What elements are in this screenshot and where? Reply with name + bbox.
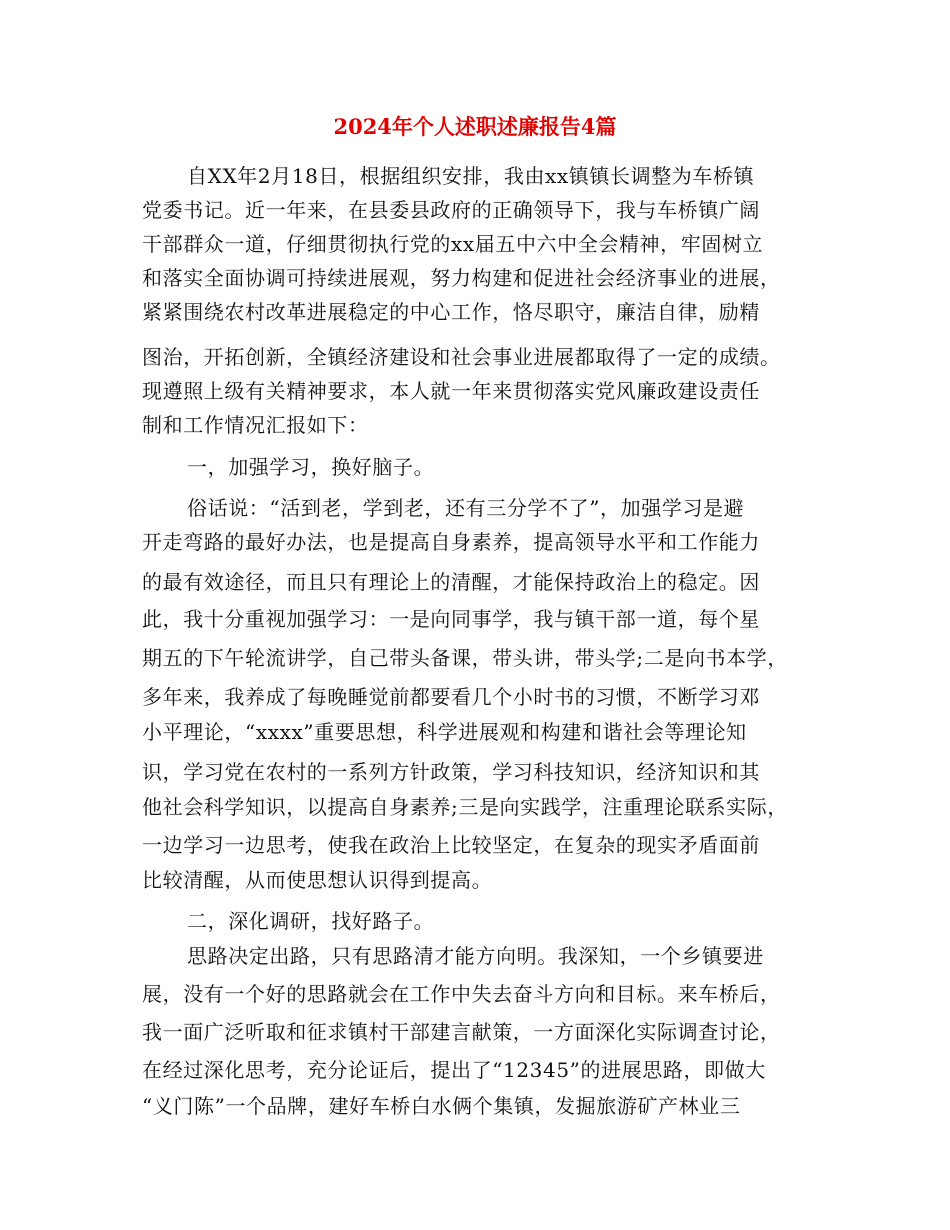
text-line: 多年来，我养成了每晚睡觉前都要看几个小时书的习惯，不断学习邓	[142, 685, 760, 709]
text-line: 一边学习一边思考，使我在政治上比较坚定，在复杂的现实矛盾面前	[142, 833, 760, 857]
text-line: “义门陈”一个品牌，建好车桥白水俩个集镇，发掘旅游矿产林业三	[142, 1094, 741, 1118]
text-line: 图治，开拓创新，全镇经济建设和社会事业进展都取得了一定的成绩。	[142, 345, 781, 369]
text-line: 紧紧围绕农村改革进展稳定的中心工作，恪尽职守，廉洁自律，励精	[142, 300, 760, 324]
text-line: 比较清醒，从而使思想认识得到提高。	[142, 868, 493, 892]
text-line: 党委书记。近一年来，在县委县政府的正确领导下，我与车桥镇广阔	[142, 198, 760, 222]
section-heading: 二，深化调研，找好路子。	[187, 909, 435, 933]
text-line: 此，我十分重视加强学习：一是向同事学，我与镇干部一道，每个星	[142, 607, 760, 631]
document-title: 2024年个人述职述廉报告4篇	[333, 114, 617, 139]
text-line: 开走弯路的最好办法，也是提高自身素养，提高领导水平和工作能力	[142, 530, 760, 554]
text-line: 思路决定出路，只有思路清才能方向明。我深知，一个乡镇要进	[187, 944, 764, 968]
text-line: 在经过深化思考，充分论证后，提出了“12345”的进展思路，即做大	[142, 1058, 766, 1082]
text-line: 期五的下午轮流讲学，自己带头备课，带头讲，带头学;二是向书本学，	[142, 646, 788, 670]
text-line: 俗话说：“活到老，学到老，还有三分学不了”，加强学习是避	[187, 496, 745, 520]
text-line: 干部群众一道，仔细贯彻执行党的xx届五中六中全会精神，牢固树立	[142, 232, 764, 256]
text-line: 他社会科学知识，以提高自身素养;三是向实践学，注重理论联系实际，	[142, 795, 788, 819]
section-heading: 一，加强学习，换好脑子。	[187, 455, 435, 479]
text-line: 自XX年2月18日，根据组织安排，我由xx镇镇长调整为车桥镇	[187, 164, 755, 188]
text-line: 我一面广泛听取和征求镇村干部建言献策，一方面深化实际调查讨论，	[142, 1020, 781, 1044]
text-line: 制和工作情况汇报如下：	[142, 413, 369, 437]
text-line: 小平理论，“xxxx”重要思想，科学进展观和构建和谐社会等理论知	[142, 720, 747, 744]
text-line: 和落实全面协调可持续进展观，努力构建和促进社会经济事业的进展，	[142, 266, 781, 290]
text-line: 展，没有一个好的思路就会在工作中失去奋斗方向和目标。来车桥后，	[142, 982, 781, 1006]
text-line: 现遵照上级有关精神要求，本人就一年来贯彻落实党风廉政建设责任	[142, 379, 760, 403]
text-line: 识，学习党在农村的一系列方针政策，学习科技知识，经济知识和其	[142, 760, 760, 784]
text-line: 的最有效途径，而且只有理论上的清醒，才能保持政治上的稳定。因	[142, 570, 760, 594]
